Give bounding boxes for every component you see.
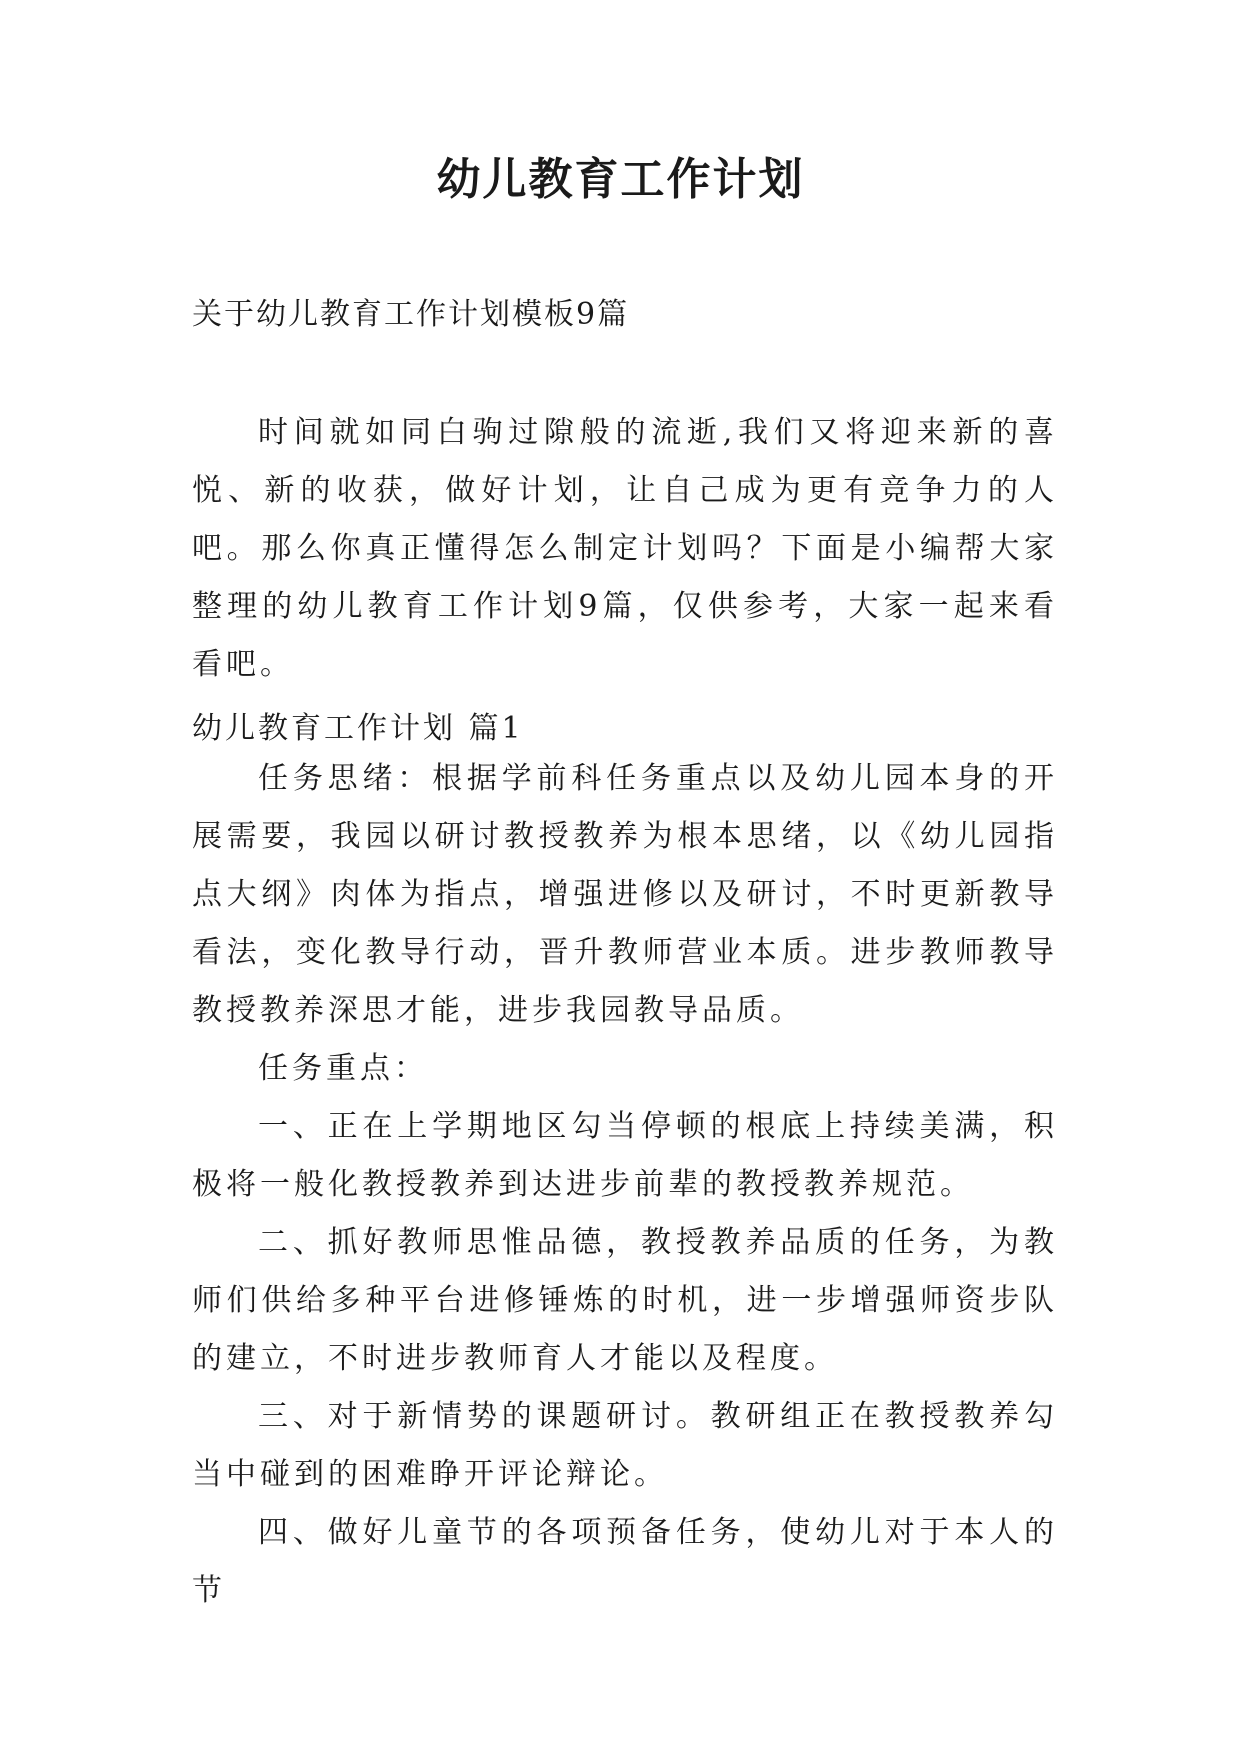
paragraph-task-thinking: 任务思绪：根据学前科任务重点以及幼儿园本身的开展需要，我园以研讨教授教养为根本思绪，以《幼儿园指点大纲》肉体为指点，增强进修以及研讨，不时更新教导看法，变化教导行动，晋升教师营业本质。进步教师教导教授教养深思才能，进步我园教导品质。 [192,761,1058,1028]
section-content [192,750,1058,1620]
paragraph-item-3: 三、对于新情势的课题研讨。教研组正在教授教养勾当中碰到的困难睁开评论辩论。 [192,1399,1058,1492]
paragraph-item-1: 一、正在上学期地区勾当停顿的根底上持续美满，积极将一般化教授教养到达进步前辈的教授教养规范。 [192,1109,1058,1202]
intro-paragraph: 时间就如同白驹过隙般的流逝,我们又将迎来新的喜悦、新的收获，做好计划，让自己成为更有竞争力的人吧。那么你真正懂得怎么制定计划吗？下面是小编帮大家整理的幼儿教育工作计划9篇，仅供参考，大家一起来看看吧。 [192,415,1058,682]
paragraph-task-focus-heading: 任务重点： [258,1051,428,1086]
document-subtitle: 关于幼儿教育工作计划模板9篇 [192,297,630,332]
document-title: 幼儿教育工作计划 [436,154,805,205]
section-heading: 幼儿教育工作计划 篇1 [192,711,524,746]
paragraph-item-2: 二、抓好教师思惟品德，教授教养品质的任务，为教师们供给多种平台进修锤炼的时机，进一步增强师资步队的建立，不时进步教师育人才能以及程度。 [192,1225,1058,1376]
paragraph-item-4: 四、做好儿童节的各项预备任务，使幼儿对于本人的节 [192,1515,1058,1608]
